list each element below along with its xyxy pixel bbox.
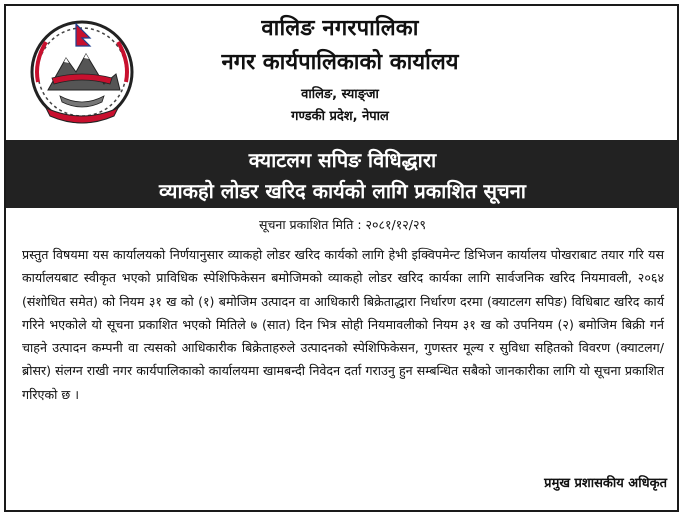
notice-title-line1: क्याटलग सपिङ विधिद्धारा <box>248 148 437 172</box>
signature-designation: प्रमुख प्रशासकीय अधिकृत <box>544 476 667 491</box>
notice-title-banner <box>6 140 679 208</box>
nepal-government-emblem-icon <box>24 12 140 128</box>
address-line: वालिङ, स्याङ्जा <box>301 87 379 102</box>
office-name: नगर कार्यपालिकाको कार्यालय <box>221 50 459 75</box>
publish-date: सूचना प्रकाशित मिति : २०८१/१२/२९ <box>259 217 426 232</box>
org-name: वालिङ नगरपालिका <box>261 16 419 41</box>
notice-body: प्रस्तुत विषयमा यस कार्यालयको निर्णयानुसार व्याकहो लोडर खरिद कार्यको लागि हेभी इक्विपमेन्ट डिभिजन कार्यालय पोखराबाट तयार गरि यस कार्यालयबाट स्वीकृत भएको प्राविधिक स्पेशिफिकेसन बमोजिमको व्याकहो लोडर खरिद कार्यका लागि सार्वजनिक खरिद नियमावली, २०६४ (संशोधित समेत) को नियम ३१ ख को (१) बमोजिम उत्पादन वा आधिकारी बिक्रेताद्धारा निर्धारण दरमा (क्याटलग सपिङ) विधिबाट खरिद कार्य गरिने भएकोले यो सूचना प्रकाशित भएको मितिले ७ (सात) दिन भित्र सोही नियमावलीको नियम ३१ ख को उपनियम (२) बमोजिम बिक्री गर्न चाहने उत्पादन कम्पनी वा त्यसको आधिकारीक बिक्रेताहरुले उत्पादनको स्पेशिफिकेसन, गुणस्तर मूल्य र सुविधा सहितको विवरण (क्याटलग/ब्रोसर) संलग्न राखी नगर कार्यपालिकाको कार्यालयमा खामबन्दी निवेदन दर्ता गराउनु हुन सम्बन्धित सबैको जानकारीका लागि यो सूचना प्रकाशित गरिएको छ । <box>22 247 664 402</box>
province-line: गण्डकी प्रदेश, नेपाल <box>291 109 389 124</box>
header <box>150 14 530 128</box>
notice-title-line2: व्याकहो लोडर खरिद कार्यको लागि प्रकाशित सूचना <box>159 179 526 203</box>
